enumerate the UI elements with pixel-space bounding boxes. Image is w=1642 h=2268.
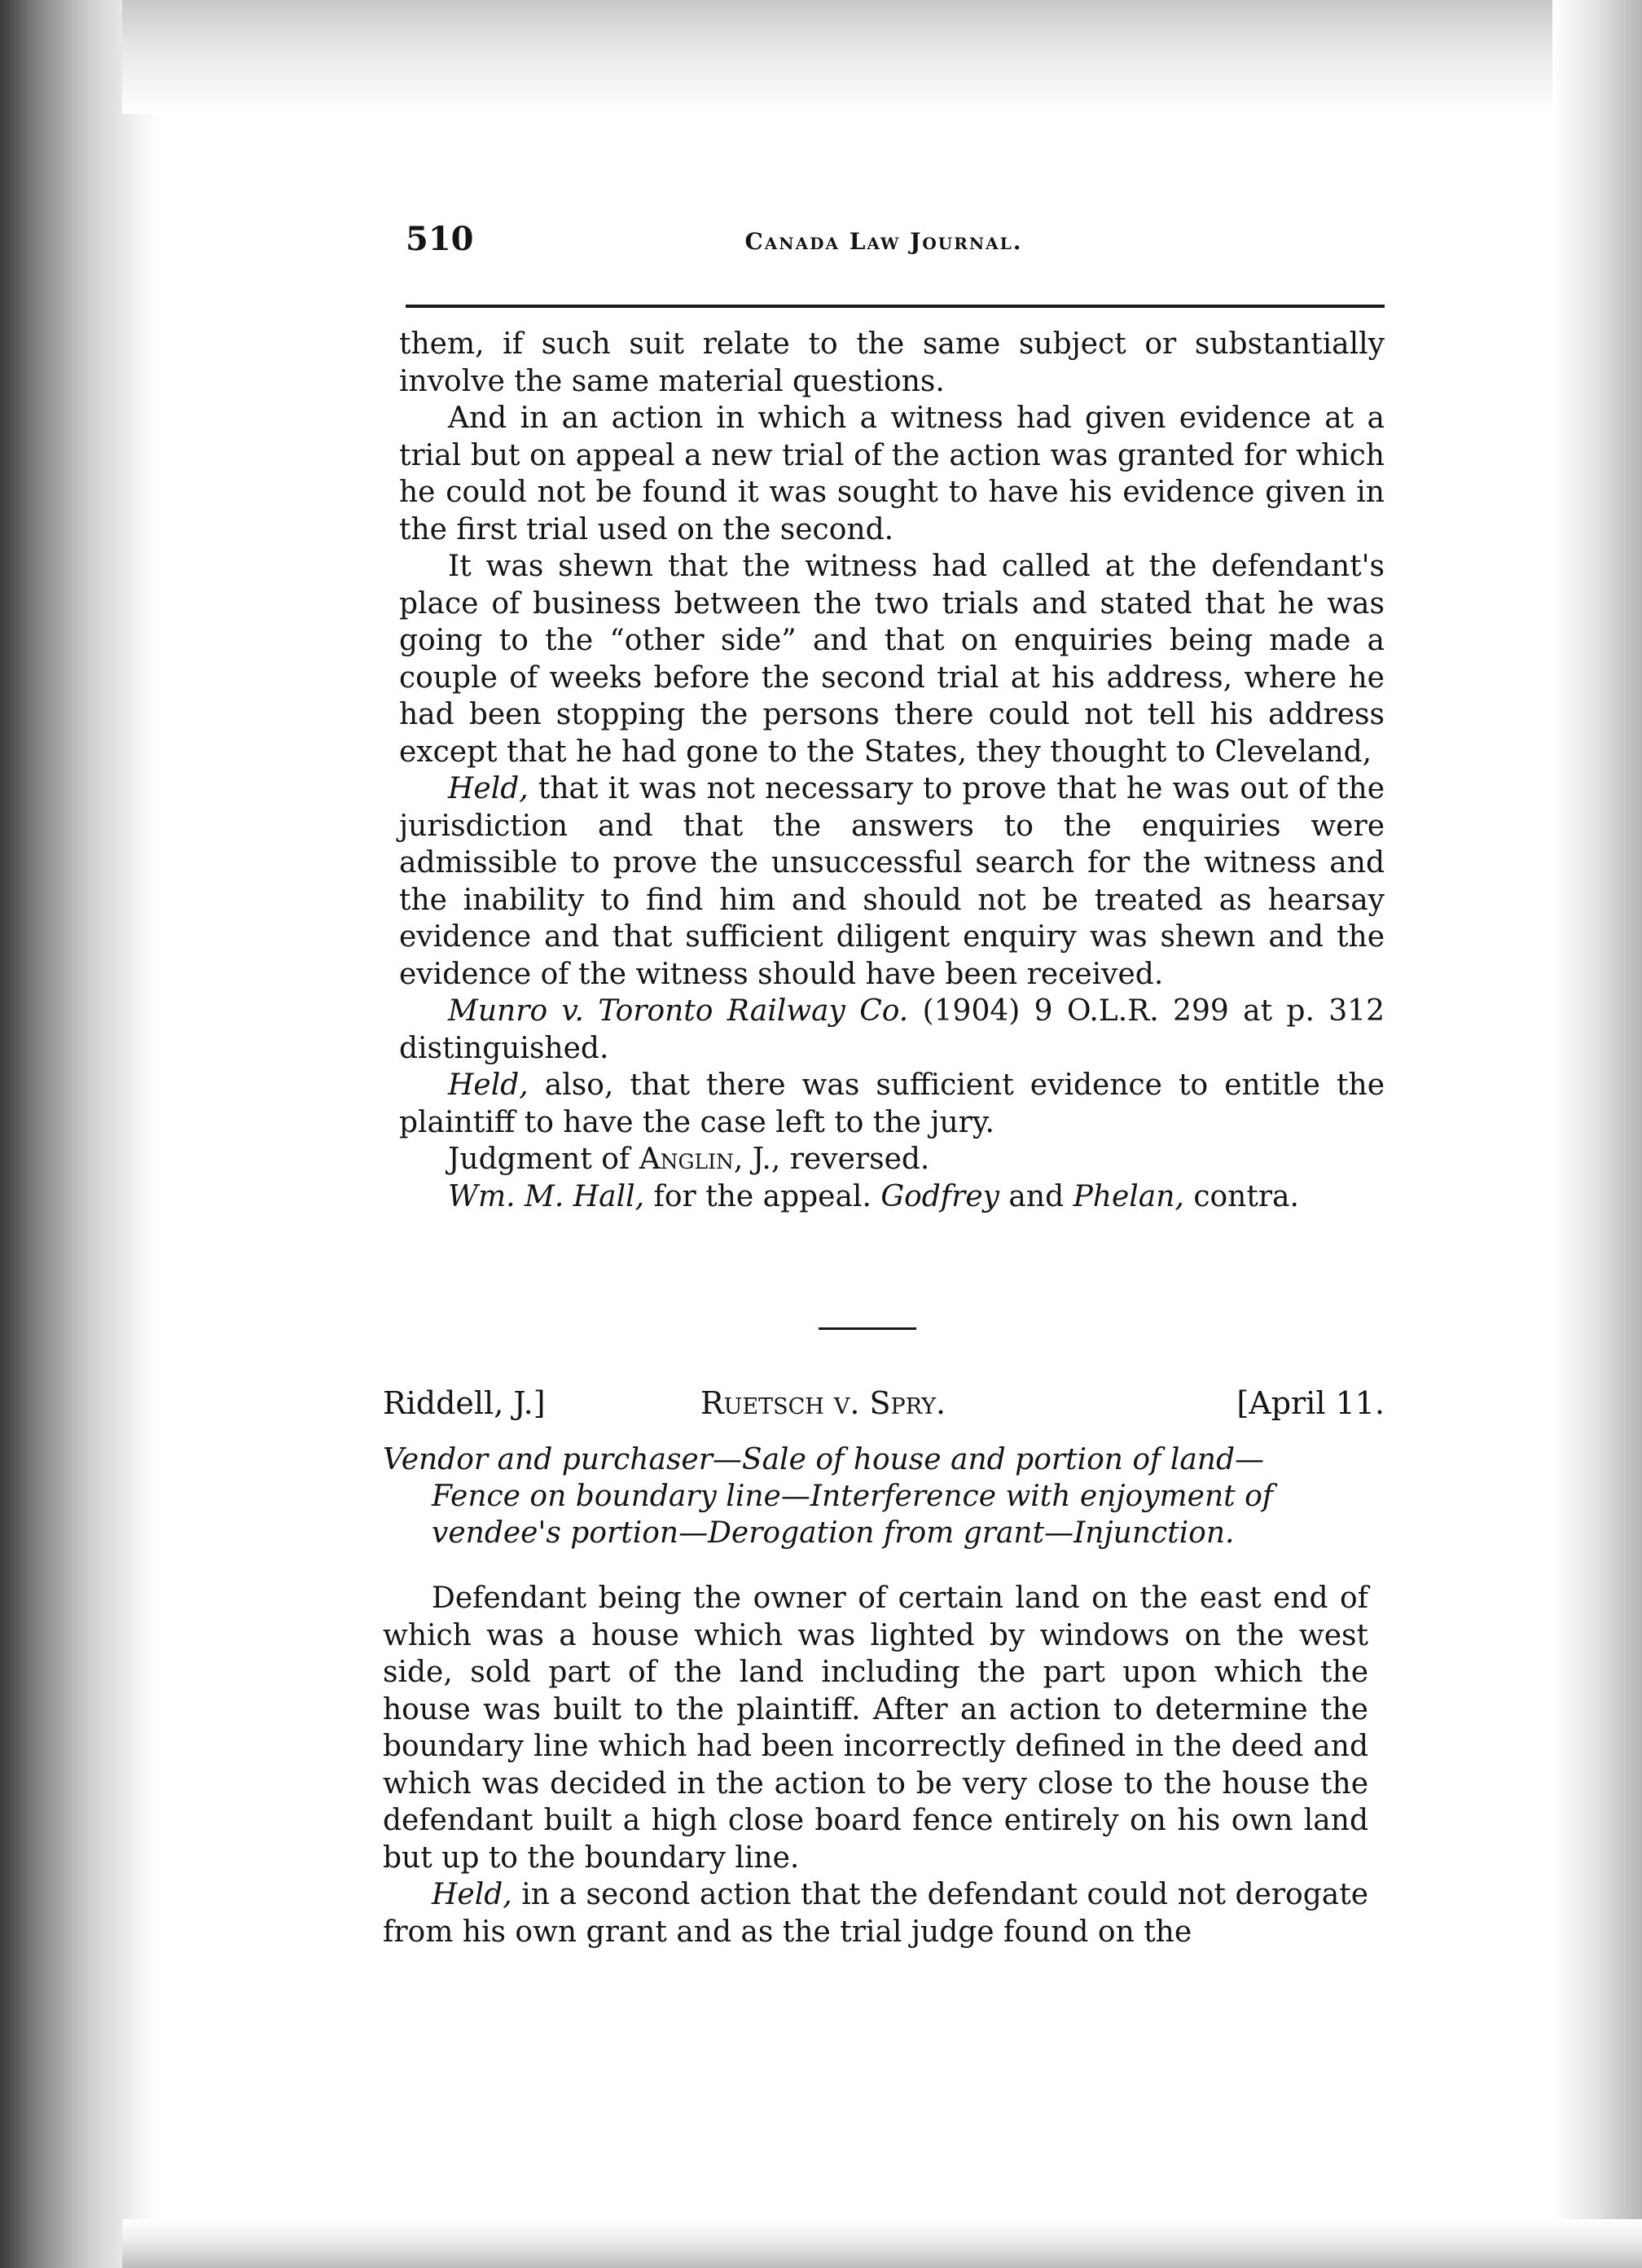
headnote-line: Vendor and purchaser—Sale of house and portion of land— <box>383 1443 1265 1476</box>
section-divider <box>819 1327 916 1330</box>
paragraph: them, if such suit relate to the same subject or substantially involve the same material questions. <box>399 327 1385 398</box>
held-label: Held, <box>432 1878 512 1911</box>
headnote <box>383 1441 1376 1551</box>
headnote-line: vendee's portion—Derogation from grant—Injunction. <box>432 1516 1235 1550</box>
paragraph: Held, in a second action that the defendant could not derogate from his own grant and as the trial judge found on the <box>383 1878 1368 1949</box>
journal-page <box>383 220 1385 1949</box>
case-heading <box>383 1384 1385 1425</box>
scan-shadow-top <box>122 0 1642 114</box>
case-date: [April 11. <box>1236 1385 1385 1421</box>
paragraph: It was shewn that the witness had called at the defendant's place of business between the two trials and stated that he was going to the “other side” and that on enquiries being made a couple of weeks before the second trial at his address, where he had been stopping the persons there could not tell his address except that he had gone to the States, they thought to Cleveland, <box>399 550 1385 769</box>
paragraph: Held, that it was not necessary to prove that he was out of the jurisdiction and that the answers to the enquiries were admissible to prove the unsuccessful search for the witness and the inability to find him and should not be treated as hearsay evidence and that sufficient diligent enquiry was shewn and the evidence of the witness should have been received. <box>399 772 1385 991</box>
judge-name: Anglin <box>639 1143 734 1176</box>
page-number: 510 <box>406 220 474 258</box>
case-title: Ruetsch v. Spry. <box>700 1385 946 1421</box>
scan-shadow-left <box>0 0 163 2268</box>
held-label: Held, <box>448 1068 529 1102</box>
case-2-text <box>383 1580 1368 1950</box>
running-head: Canada Law Journal. <box>744 228 1023 255</box>
paragraph: Held, also, that there was sufficient evidence to entitle the plaintiff to have the case left to the jury. <box>399 1068 1385 1139</box>
paragraph: Judgment of Anglin, J., reversed. <box>448 1143 930 1176</box>
held-label: Held, <box>448 772 529 805</box>
scan-shadow-right <box>1552 0 1642 2268</box>
case-1-text <box>399 326 1385 1215</box>
case-judge: Riddell, J.] <box>383 1385 546 1421</box>
page-header <box>383 220 1385 270</box>
scan-shadow-bottom <box>122 2219 1642 2268</box>
paragraph: And in an action in which a witness had given evidence at a trial but on appeal a new trial of the action was granted for which he could not be found it was sought to have his evidence given in the first trial used on the second. <box>399 401 1385 546</box>
counsel-line: Wm. M. Hall, for the appeal. Godfrey and Phelan, contra. <box>448 1179 1299 1213</box>
paragraph: Defendant being the owner of certain land on the east end of which was a house which was lighted by windows on the west side, sold part of the land including the part upon which the house was built to the plaintiff. After an action to determine the boundary line which had been incorrectly defined in the deed and which was decided in the action to be very close to the house the defendant built a high close board fence entirely on his own land but up to the boundary line. <box>383 1581 1368 1875</box>
cited-case: Munro v. Toronto Railway Co. <box>448 994 909 1028</box>
paragraph: Munro v. Toronto Railway Co. (1904) 9 O.L.R. 299 at p. 312 distinguished. <box>399 994 1385 1065</box>
header-rule <box>406 305 1385 308</box>
headnote-line: Fence on boundary line—Interference with enjoyment of <box>432 1480 1274 1513</box>
